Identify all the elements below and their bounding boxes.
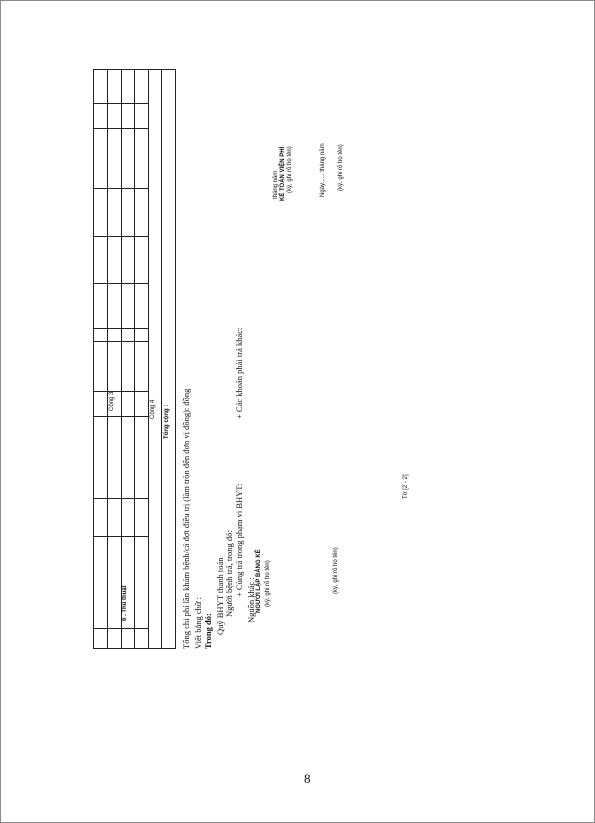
table-col-line	[93, 341, 148, 342]
right-signature-note: (ký, ghi rõ họ tên)	[338, 144, 344, 191]
table-col-line	[93, 628, 148, 629]
other-payable-line: + Các khoản phải trả khác:	[234, 327, 244, 419]
other-source-line: Nguồn khác :	[246, 577, 256, 623]
page-number: 8	[304, 771, 311, 786]
table-col-line	[93, 236, 148, 237]
of-which-heading: Trong đó:	[203, 613, 213, 649]
preparer-signature-note: (ký, ghi rõ họ tên)	[265, 560, 271, 607]
accountant-title: KẾ TOÁN VIỆN PHÍ	[280, 146, 286, 201]
cost-table	[93, 69, 177, 649]
table-col-line	[93, 188, 148, 189]
table-rule	[161, 69, 162, 649]
table-rule	[107, 69, 108, 649]
form-code: Tờ [2 - 2]	[403, 474, 409, 499]
table-border-bottom	[175, 69, 176, 649]
table-col-line	[93, 103, 148, 104]
subtotal-1-label: Cộng 3	[109, 391, 115, 411]
total-cost-line: Tổng chi phí lần khám bệnh/cả đợt điều trị (làm tròn đến đơn vị đồng): đồng	[181, 388, 191, 649]
amount-in-words: Viết bằng chữ :	[193, 596, 203, 649]
table-col-line	[93, 328, 148, 329]
accountant-date-line: tháng năm	[273, 170, 279, 199]
table-col-line	[93, 536, 148, 537]
patient-signature-note: (ký, ghi rõ họ tên)	[333, 547, 339, 594]
table-border-top	[93, 69, 94, 649]
table-rule	[134, 69, 135, 649]
table-col-line	[93, 128, 148, 129]
table-col-line	[93, 498, 148, 499]
grand-total-label: Tổng cộng :	[164, 404, 170, 439]
rotated-landscape-content	[93, 67, 493, 649]
table-col-line	[93, 391, 148, 392]
procedure-row-label: 6 . Thủ thuật	[122, 585, 128, 621]
patient-pays-line: Người bệnh trả, trong đó:	[224, 530, 234, 617]
preparer-title: NGƯỜI LẬP BẢNG KÊ	[256, 549, 262, 613]
date-line: Ngày...... tháng năm	[320, 143, 326, 197]
copay-line: + Cùng trả trong phạm vi BHYT:	[234, 483, 244, 597]
table-col-line	[93, 283, 148, 284]
table-rule	[121, 69, 122, 649]
subtotal-2-label: Cộng 4	[150, 399, 156, 419]
table-border-left	[93, 648, 175, 649]
table-rule	[148, 69, 149, 649]
accountant-signature-note: (ký, ghi rõ họ tên)	[287, 146, 293, 193]
table-border-right	[93, 69, 175, 70]
table-col-line	[93, 416, 148, 417]
insurance-fund-line: Quỹ BHYT thanh toán	[215, 557, 225, 635]
